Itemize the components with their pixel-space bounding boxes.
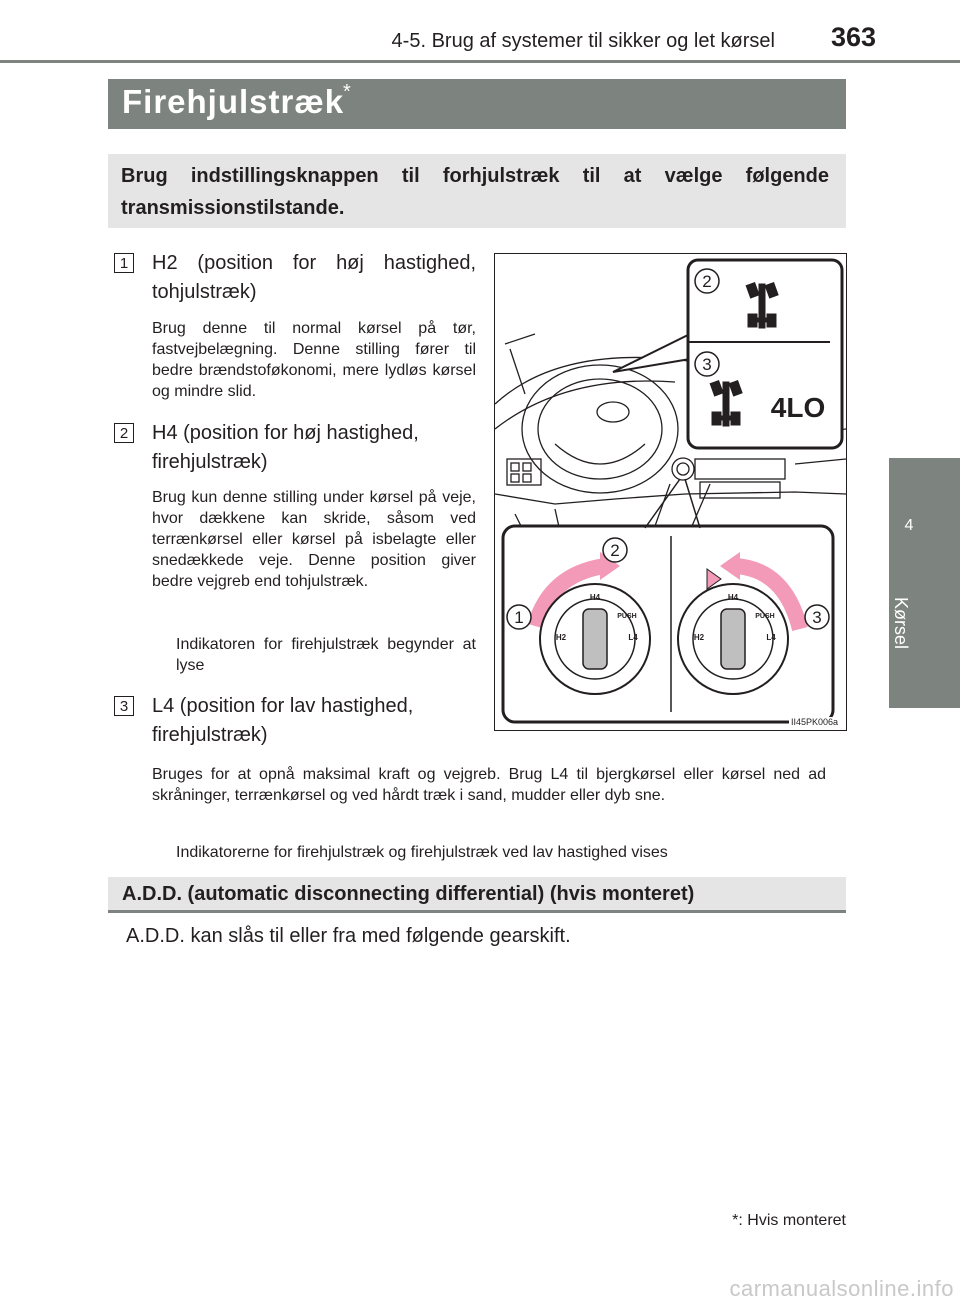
chapter-label: Kørsel (891, 596, 911, 649)
chapter-number: 4 (904, 517, 914, 534)
chapter-side-tab (889, 458, 960, 708)
item-note: Indikatoren for firehjulstræk begynder at lyse (176, 636, 476, 674)
section-title: Firehjulstræk (122, 83, 345, 120)
callout-1: 1 (514, 608, 524, 627)
callout-2: 2 (610, 541, 620, 560)
item-number-badge: 1 (114, 253, 134, 273)
title-asterisk: * (343, 81, 351, 103)
header-divider (0, 60, 960, 63)
svg-text:H4: H4 (727, 593, 739, 602)
add-section-header (108, 877, 846, 913)
svg-text:H4: H4 (589, 593, 601, 602)
item-title: L4 (position for lav hastighed, firehjulstræk) (152, 695, 414, 746)
4lo-label: 4LO (770, 392, 826, 423)
svg-text:2: 2 (702, 272, 712, 291)
svg-text:H2: H2 (555, 633, 567, 642)
item-number-badge: 2 (114, 423, 134, 443)
section-title-bar (108, 79, 846, 129)
intro-box (108, 154, 846, 228)
item-description: Bruges for at opnå maksimal kraft og vejgreb. Brug L4 til bjergkørsel eller kørsel ned ad skråninger, terrænkørsel og ved hårdt træk i sand, mudder eller dyb sne. (152, 766, 826, 804)
watermark: carmanualsonline.info (729, 1276, 954, 1301)
svg-text:PUSH: PUSH (755, 613, 775, 620)
item-title: H4 (position for høj hastighed, firehjulstræk) (152, 422, 419, 473)
item-number-badge: 3 (114, 696, 134, 716)
item-title: H2 (position for høj hastighed, tohjulstræk) (152, 252, 476, 303)
indicator-popup (688, 260, 842, 448)
intro-text: Brug indstillingsknappen til forhjulstræk til at vælge følgende transmissionstilstande. (121, 165, 829, 219)
add-section-title: A.D.D. (automatic disconnecting differential) (hvis monteret) (122, 883, 695, 905)
page-number: 363 (830, 22, 876, 52)
illustration-code: II45PK006a (790, 717, 838, 727)
item-description: Brug kun denne stilling under kørsel på veje, hvor dækkene kan skride, såsom ved terrænkørsel eller kørsel på isbelagte eller snedækkede veje. Denne position giver bedre vejgreb end tohjulstræk. (152, 489, 476, 590)
dashboard-drawing (495, 254, 846, 730)
svg-text:3: 3 (702, 355, 712, 374)
callout-3: 3 (812, 608, 822, 627)
svg-text:PUSH: PUSH (617, 613, 637, 620)
item-note: Indikatorerne for firehjulstræk og firehjulstræk ved lav hastighed vises (176, 844, 668, 861)
svg-text:L4: L4 (766, 633, 776, 642)
footnote-text: : Hvis monteret (738, 1212, 846, 1229)
add-section-text: A.D.D. kan slås til eller fra med følgende gearskift. (126, 925, 571, 947)
footnote-asterisk: * (732, 1212, 739, 1229)
svg-text:L4: L4 (628, 633, 638, 642)
item-description: Brug denne til normal kørsel på tør, fastvejbelægning. Denne stilling fører til bedre brændstoføkonomi, mere lydløs kørsel og mindre slid. (152, 320, 476, 400)
footnote (732, 1212, 846, 1230)
running-header-section-title: 4-5. Brug af systemer til sikker og let kørsel (391, 30, 775, 52)
svg-text:H2: H2 (693, 633, 705, 642)
transfer-switch-illustration (494, 253, 847, 731)
